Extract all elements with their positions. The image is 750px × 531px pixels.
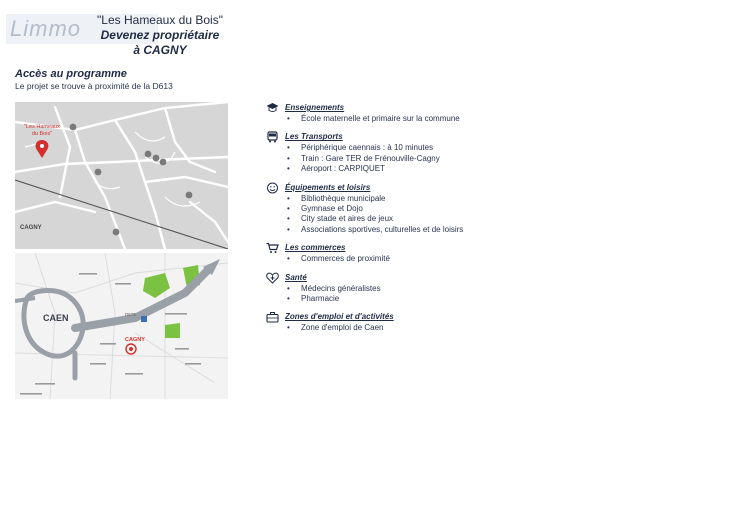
list-item: • École maternelle et primaire sur la commune [285,114,566,124]
section-items [285,254,566,264]
title-line-3: à CAGNY [133,43,187,57]
section-title: Les Transports [285,132,343,142]
graduation-cap-icon [266,102,279,114]
list-item: • City stade et aires de jeux [285,214,566,224]
list-item: • Périphérique caennais : à 10 minutes [285,143,566,153]
list-item: • Zone d'emploi de Caen [285,323,566,333]
list-item: • Bibliothèque municipale [285,194,566,204]
local-map-svg [15,102,228,249]
watermark-logo: Limmo [6,14,158,44]
list-item: • Médecins généralistes [285,284,566,294]
access-heading: Accès au programme [15,68,127,80]
road-label: D675 [125,312,136,317]
section-sante [266,272,566,305]
section-commerces [266,242,566,264]
section-title: Enseignements [285,103,345,112]
cagny-label: CAGNY [125,337,145,343]
pin-label-2: du Bois" [31,131,53,137]
list-item: • Gymnase et Dojo [285,204,566,214]
caen-label: CAEN [43,313,69,323]
section-enseignements [266,102,566,124]
list-item: • Commerces de proximité [285,254,566,264]
list-item: • Aéroport : CARPIQUET [285,164,566,174]
smiley-icon [266,182,279,194]
section-items [285,143,566,174]
section-items [285,194,566,236]
access-subtitle: Le projet se trouve à proximité de la D613 [15,81,173,91]
section-items [285,114,566,124]
regional-map-svg [15,253,228,399]
pin-label-1: "Les Hameaux [24,124,60,130]
list-item: • Pharmacie [285,294,566,304]
page-title [60,13,260,58]
section-equipements [266,182,566,236]
title-line-1: "Les Hameaux du Bois" [97,13,223,27]
shopping-cart-icon [266,242,279,254]
list-item: • Train : Gare TER de Frénouville-Cagny [285,154,566,164]
title-line-2: Devenez propriétaire [100,28,220,42]
section-emploi [266,311,566,333]
section-items [285,323,566,333]
section-title: Zones d'emploi et d'activités [285,312,394,322]
regional-map [15,253,228,399]
section-transports [266,131,566,174]
local-map [15,102,228,249]
section-title: Équipements et loisirs [285,182,371,192]
section-title: Santé [285,272,307,282]
map1-town-label: CAGNY [20,225,42,231]
list-item: • Associations sportives, culturelles et de loisirs [285,225,566,235]
amenities-list [266,102,566,341]
health-icon [266,272,279,284]
section-items [285,284,566,305]
bus-icon [266,131,279,143]
briefcase-icon [266,311,279,323]
section-title: Les commerces [285,243,346,253]
